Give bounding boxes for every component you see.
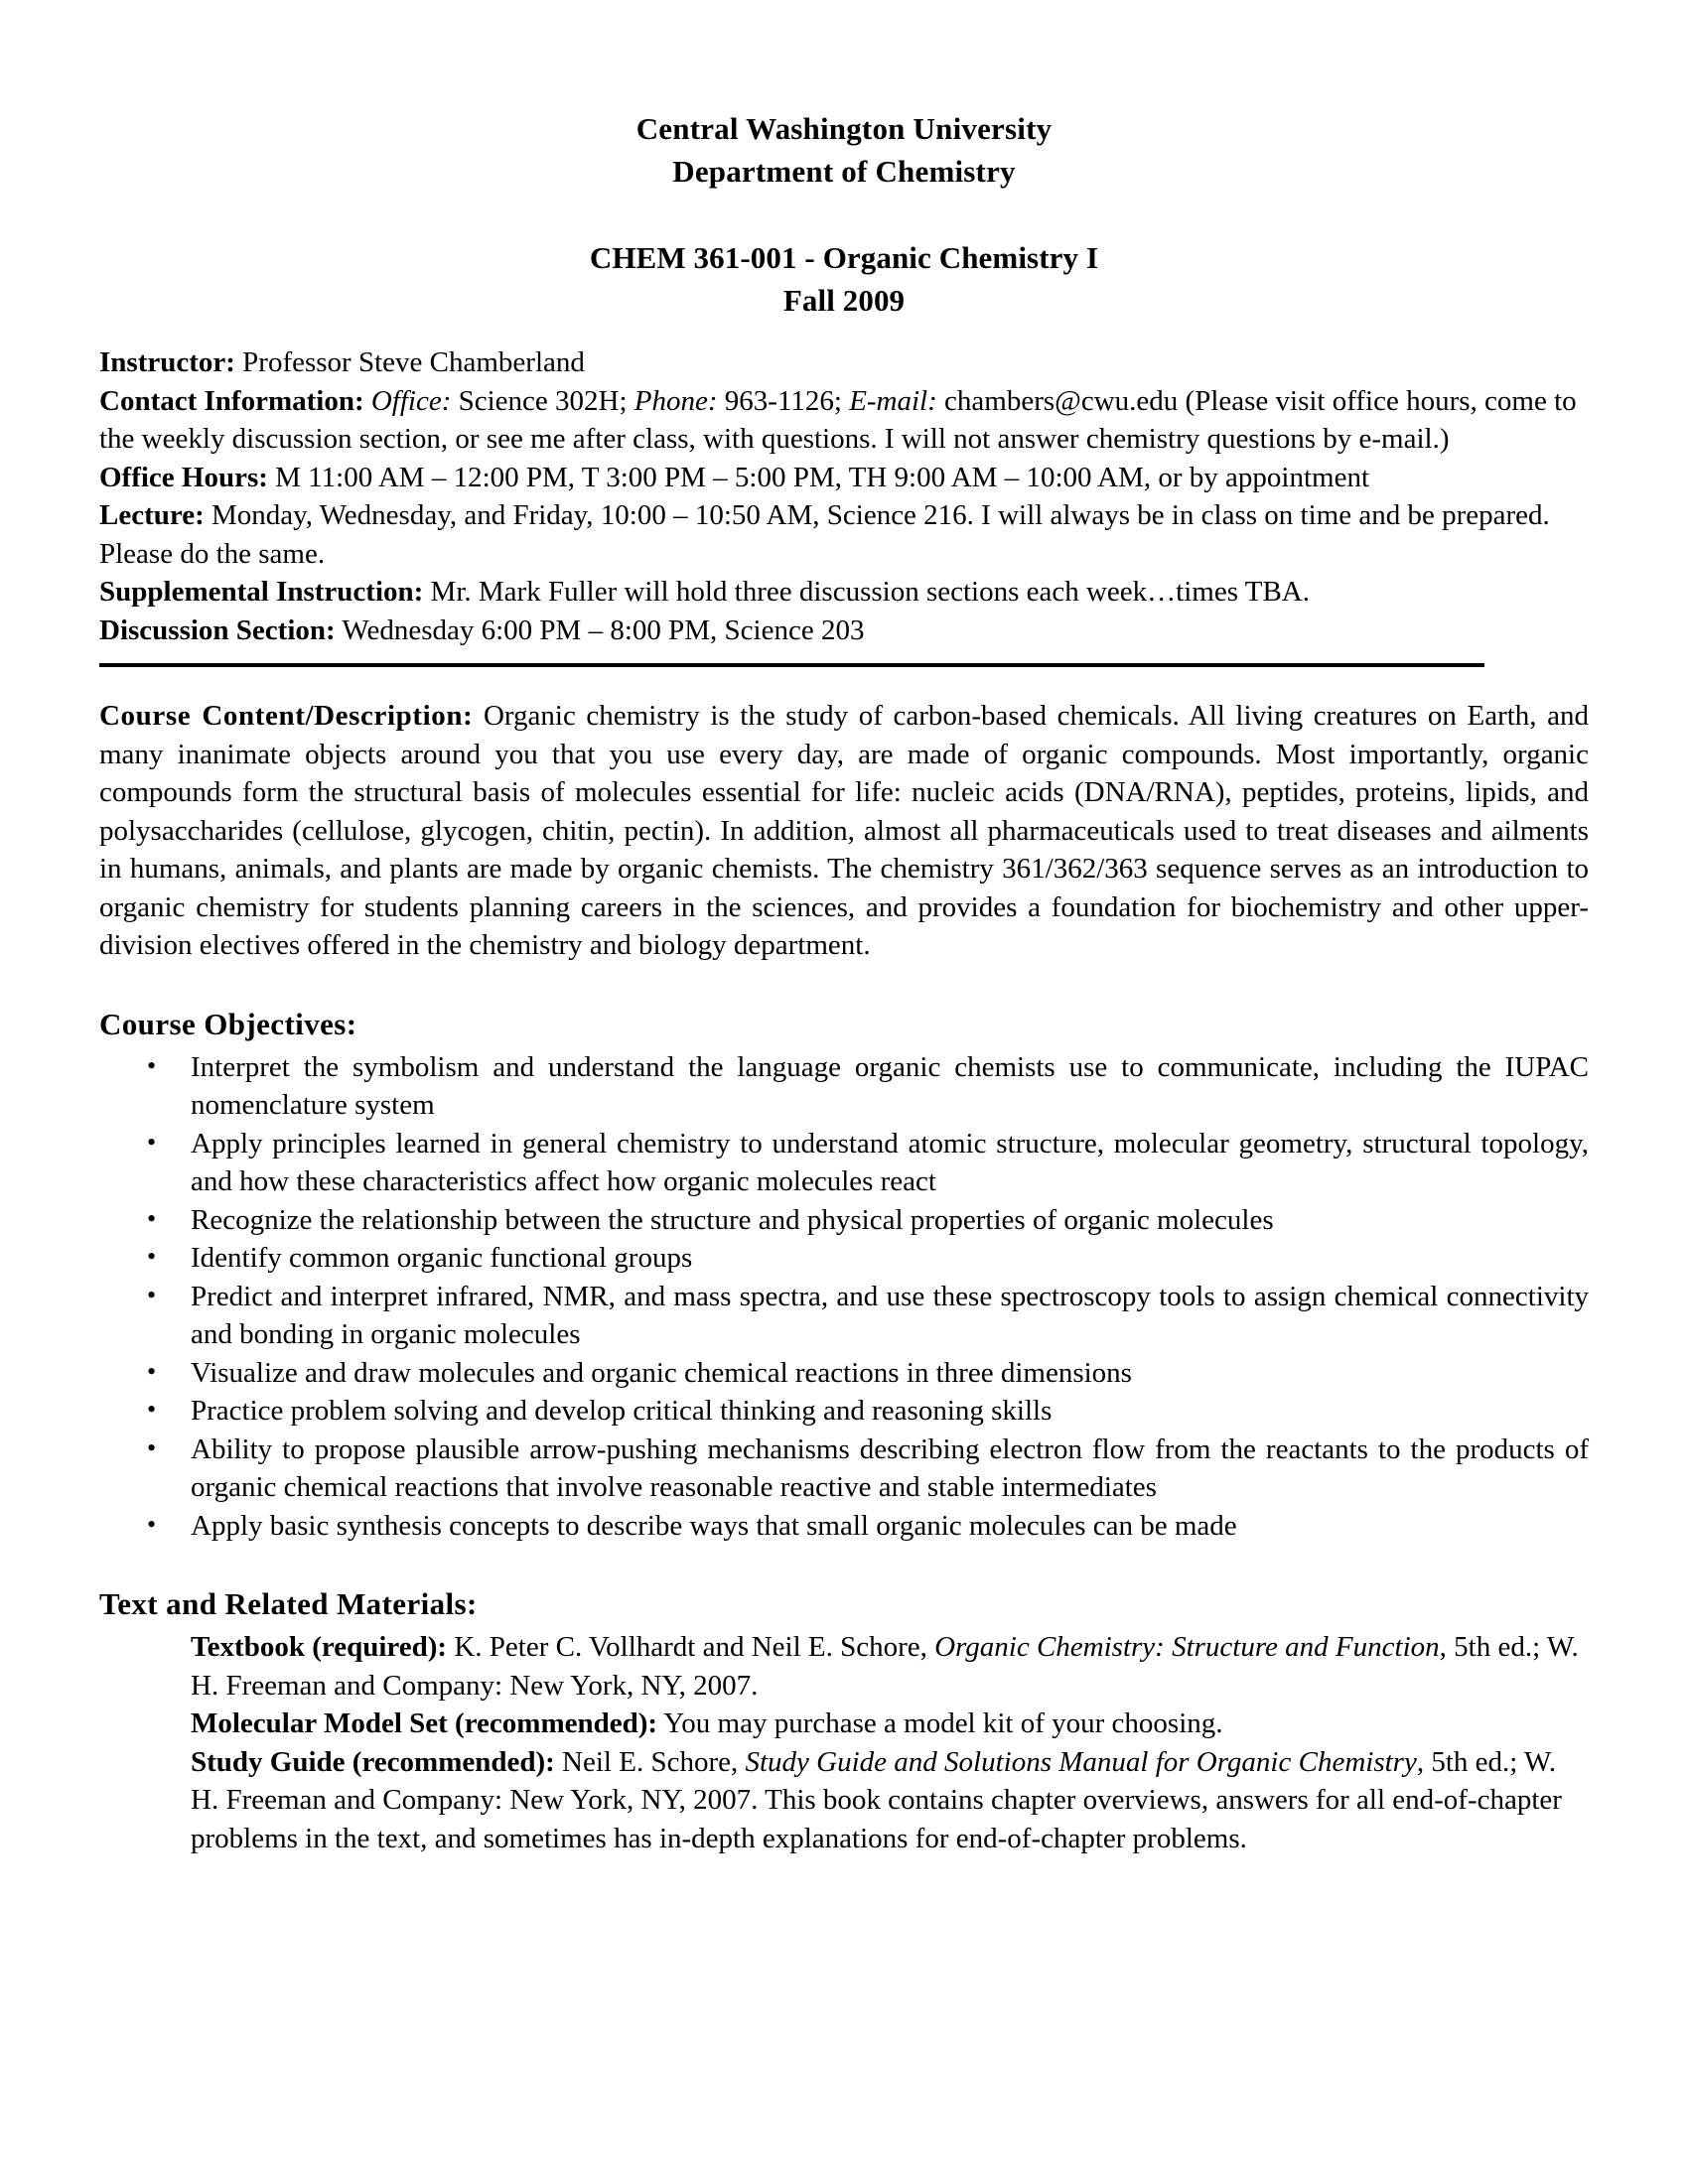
email-value: chambers@cwu.edu (Please visit office hours, come to the weekly discussion section, or see me after class, with questions. I will not answer chemistry questions by e-mail.) [99, 384, 1577, 455]
contact-line [99, 382, 1589, 459]
list-item: • Recognize the relationship between the structure and physical properties of organic molecules [99, 1201, 1589, 1240]
study-guide-label: Study Guide (recommended): [191, 1745, 555, 1778]
lecture-value: Monday, Wednesday, and Friday, 10:00 – 10:50 AM, Science 216. I will always be in class on time and be prepared. Please do the same. [99, 499, 1550, 570]
office-hours-value: M 11:00 AM – 12:00 PM, T 3:00 PM – 5:00 PM, TH 9:00 AM – 10:00 AM, or by appointment [275, 461, 1370, 493]
office-label: Office: [370, 384, 452, 417]
supplemental-instruction-value: Mr. Mark Fuller will hold three discussion sections each week…times TBA. [430, 576, 1310, 608]
list-item: • Ability to propose plausible arrow-pushing mechanisms describing electron flow from the reactants to the products of organic chemical reactions that involve reasonable reactive and stable intermediates [99, 1431, 1589, 1507]
office-value: Science 302H; [458, 384, 628, 417]
study-guide-title: Study Guide and Solutions Manual for Organic Chemistry [745, 1745, 1417, 1778]
list-item: • Visualize and draw molecules and organic chemical reactions in three dimensions [99, 1354, 1589, 1393]
institution-header [99, 107, 1589, 193]
course-objectives-heading: Course Objectives: [99, 1006, 357, 1041]
study-guide-author: Neil E. Schore, [562, 1745, 739, 1778]
document-body [99, 107, 1589, 1857]
instructor-line [99, 343, 1589, 382]
course-content-text: Organic chemistry is the study of carbon-based chemicals. All living creatures on Earth, and many inanimate objects around you that you use every day, are made of organic compounds. Most importantly, organic compounds form the structural basis of molecules essential for life: nucleic acids (DNA/RNA), peptides, proteins, lipids, and polysaccharides (cellulose, glycogen, chitin, pectin). In addition, almost all pharmaceuticals used to treat diseases and ailments in humans, animals, and plants are made by organic chemists. The chemistry 361/362/363 sequence serves as an introduction to organic chemistry for students planning careers in the sciences, and provides a foundation for biochemistry and other upper-division electives offered in the chemistry and biology department. [99, 700, 1590, 961]
model-set-label: Molecular Model Set (recommended): [191, 1707, 658, 1739]
discussion-section-value: Wednesday 6:00 PM – 8:00 PM, Science 203 [342, 614, 865, 646]
discussion-section-line [99, 612, 1589, 650]
list-item: • Predict and interpret infrared, NMR, and mass spectra, and use these spectroscopy tools to assign chemical connectivity and bonding in organic molecules [99, 1278, 1589, 1354]
supplemental-instruction-label: Supplemental Instruction: [99, 576, 424, 608]
text-materials-list [99, 1628, 1589, 1857]
list-item: • Apply principles learned in general chemistry to understand atomic structure, molecular geometry, structural topology, and how these characteristics affect how organic molecules react [99, 1125, 1589, 1201]
phone-label: Phone: [633, 384, 718, 417]
course-content-label: Course Content/Description: [99, 700, 474, 732]
list-item: • Identify common organic functional groups [99, 1239, 1589, 1278]
course-title: CHEM 361-001 - Organic Chemistry I [589, 240, 1099, 275]
textbook-authors: K. Peter C. Vollhardt and Neil E. Schore, [454, 1631, 927, 1663]
email-label: E-mail: [849, 384, 937, 417]
list-item: • Interpret the symbolism and understand the language organic chemists use to communicate, including the IUPAC nomenclature system [99, 1048, 1589, 1125]
department-name: Department of Chemistry [672, 154, 1016, 189]
course-info-block [99, 343, 1589, 649]
list-item: • Practice problem solving and develop critical thinking and reasoning skills [99, 1392, 1589, 1431]
course-content-paragraph [99, 697, 1589, 965]
phone-value: 963-1126; [724, 384, 842, 417]
lecture-label: Lecture: [99, 499, 205, 531]
instructor-value: Professor Steve Chamberland [242, 346, 585, 378]
textbook-label: Textbook (required): [191, 1631, 448, 1663]
textbook-title: Organic Chemistry: Structure and Function [934, 1631, 1440, 1663]
horizontal-divider [99, 663, 1484, 667]
course-term: Fall 2009 [782, 283, 906, 318]
study-guide-publication: , 5th ed.; W. H. Freeman and Company: New York, NY, 2007. This book contains chapter overviews, answers for all end-of-chapter problems in the text, and sometimes has in-depth explanations for end-of-chapter problems. [191, 1745, 1562, 1854]
instructor-label: Instructor: [99, 346, 235, 378]
textbook-entry [191, 1628, 1589, 1705]
contact-label: Contact Information: [99, 384, 364, 417]
course-objectives-list [99, 1048, 1589, 1546]
office-hours-line [99, 459, 1589, 497]
supplemental-instruction-line [99, 573, 1589, 612]
course-title-block [99, 236, 1589, 322]
discussion-section-label: Discussion Section: [99, 614, 336, 646]
institution-name: Central Washington University [635, 111, 1053, 146]
model-set-entry [191, 1705, 1589, 1743]
textbook-publication: , 5th ed.; W. H. Freeman and Company: New York, NY, 2007. [191, 1631, 1579, 1702]
office-hours-label: Office Hours: [99, 461, 268, 493]
list-item: • Apply basic synthesis concepts to describe ways that small organic molecules can be made [99, 1507, 1589, 1546]
text-materials-heading: Text and Related Materials: [99, 1586, 478, 1621]
model-set-value: You may purchase a model kit of your choosing. [663, 1707, 1223, 1739]
study-guide-entry [191, 1743, 1589, 1858]
lecture-line [99, 496, 1589, 573]
